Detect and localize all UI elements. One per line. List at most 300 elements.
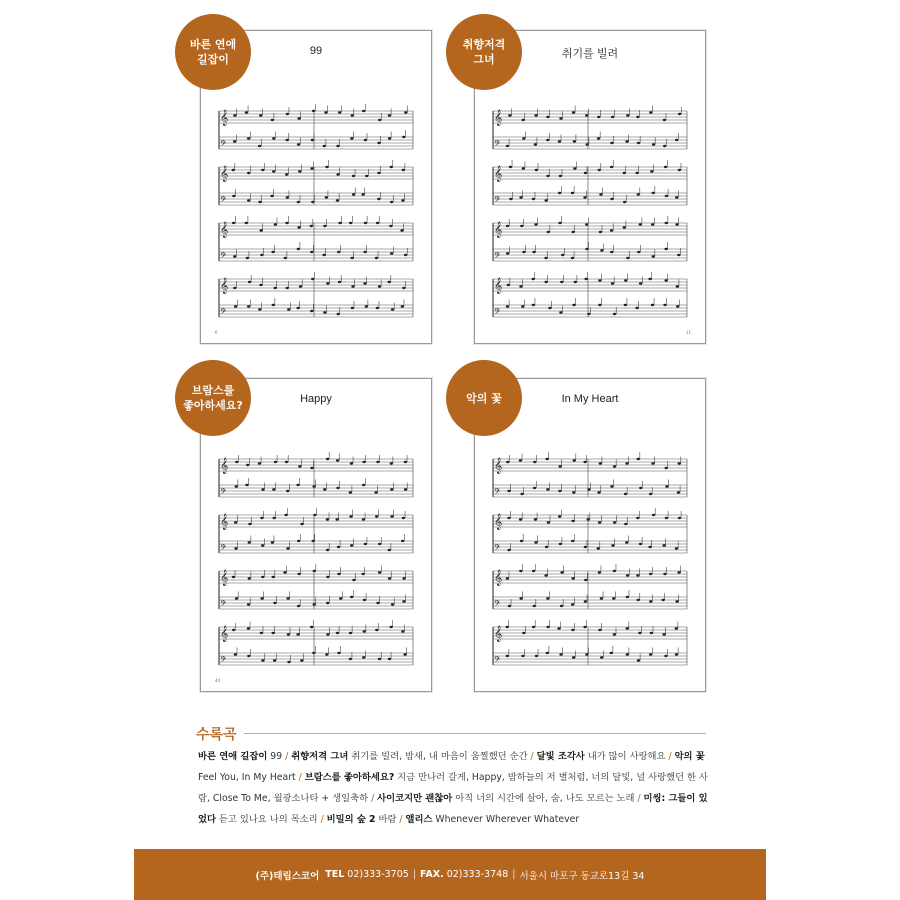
note-head: [273, 659, 276, 661]
note-head: [336, 632, 339, 634]
treble-clef-icon: 𝄞: [220, 514, 229, 530]
note-head: [571, 192, 574, 194]
note-head: [665, 222, 668, 224]
separator: /: [399, 814, 406, 825]
note-head: [547, 521, 550, 523]
note-head: [664, 248, 667, 250]
note-head: [283, 571, 286, 573]
note-head: [403, 653, 406, 655]
note-head: [390, 515, 393, 517]
note-head: [337, 573, 340, 575]
track-list: [198, 746, 708, 830]
page-number: 11: [685, 330, 691, 335]
note-head: [509, 166, 512, 168]
note-head: [597, 137, 600, 139]
note-head: [287, 661, 290, 663]
note-head: [636, 574, 639, 576]
note-head: [506, 225, 509, 227]
note-head: [310, 167, 313, 169]
note-head: [326, 602, 329, 604]
note-head: [322, 254, 325, 256]
note-head: [248, 577, 251, 579]
note-head: [323, 225, 326, 227]
note-head: [338, 111, 341, 113]
note-head: [652, 255, 655, 257]
note-head: [259, 284, 262, 286]
note-head: [624, 304, 627, 306]
note-head: [546, 116, 549, 118]
fax-number: 02)333-3748: [446, 869, 509, 880]
sheet-title: 99: [309, 45, 323, 57]
treble-clef-icon: 𝄞: [220, 166, 229, 182]
note-head: [507, 284, 510, 286]
note-head: [636, 517, 639, 519]
note-head: [274, 223, 277, 225]
note-head: [521, 655, 524, 657]
note-head: [273, 287, 276, 289]
note-head: [233, 114, 236, 116]
note-head: [337, 652, 340, 654]
note-head: [571, 520, 574, 522]
note-head: [261, 544, 264, 546]
note-head: [598, 169, 601, 171]
note-head: [377, 142, 380, 144]
separator: /: [298, 772, 305, 783]
note-head: [559, 543, 562, 545]
note-head: [388, 577, 391, 579]
note-head: [378, 658, 381, 660]
note-head: [272, 304, 275, 306]
note-head: [361, 573, 364, 575]
note-head: [362, 110, 365, 112]
note-head: [520, 540, 523, 542]
note-head: [297, 201, 300, 203]
note-head: [323, 311, 326, 313]
note-head: [636, 116, 639, 118]
note-head: [610, 251, 613, 253]
note-head: [310, 225, 313, 227]
note-head: [652, 192, 655, 194]
note-head: [312, 110, 315, 112]
note-head: [350, 544, 353, 546]
note-head: [610, 652, 613, 654]
note-head: [326, 633, 329, 635]
note-head: [663, 119, 666, 121]
note-head: [558, 465, 561, 467]
bass-clef-icon: 𝄢: [494, 308, 501, 319]
note-head: [365, 175, 368, 177]
show-name: 바른 연애 길잡이: [198, 751, 268, 762]
note-head: [534, 518, 537, 520]
note-head: [598, 629, 601, 631]
note-head: [390, 488, 393, 490]
note-head: [364, 222, 367, 224]
treble-clef-icon: 𝄞: [220, 222, 229, 238]
note-head: [247, 655, 250, 657]
note-head: [296, 633, 299, 635]
note-head: [639, 543, 642, 545]
note-head: [559, 175, 562, 177]
song-titles: 아직 너의 시간에 살아, 숨, 나도 모르는 노래: [452, 793, 638, 804]
note-head: [533, 487, 536, 489]
note-head: [390, 462, 393, 464]
sheet-title: Happy: [300, 393, 332, 405]
bass-clef-icon: 𝄢: [494, 656, 501, 667]
note-head: [401, 540, 404, 542]
note-head: [404, 461, 407, 463]
note-head: [285, 461, 288, 463]
note-head: [611, 544, 614, 546]
note-head: [311, 139, 314, 141]
show-name: 악의 꽃: [674, 751, 705, 762]
note-head: [350, 257, 353, 259]
note-head: [271, 119, 274, 121]
bass-clef-icon: 𝄢: [494, 252, 501, 263]
note-head: [662, 633, 665, 635]
note-head: [336, 199, 339, 201]
note-head: [544, 281, 547, 283]
treble-clef-icon: 𝄞: [494, 278, 503, 294]
note-head: [284, 257, 287, 259]
note-head: [599, 193, 602, 195]
note-head: [678, 113, 681, 115]
show-name: 앨리스: [405, 814, 433, 825]
note-head: [272, 488, 275, 490]
note-head: [561, 254, 564, 256]
note-head: [362, 484, 365, 486]
address: 서울시 마포구 동교로13길 34: [519, 870, 645, 882]
note-head: [546, 488, 549, 490]
note-head: [557, 627, 560, 629]
note-head: [571, 603, 574, 605]
company-name: (주)태림스코어: [255, 870, 320, 882]
note-head: [297, 540, 300, 542]
note-head: [260, 517, 263, 519]
note-head: [258, 462, 261, 464]
note-head: [571, 231, 574, 233]
note-head: [507, 517, 510, 519]
note-head: [234, 653, 237, 655]
note-head: [600, 656, 603, 658]
note-head: [247, 199, 250, 201]
note-head: [534, 541, 537, 543]
note-head: [613, 313, 616, 315]
note-head: [676, 305, 679, 307]
note-head: [272, 517, 275, 519]
note-head: [389, 626, 392, 628]
note-head: [364, 139, 367, 141]
section-heading: 수록곡: [196, 727, 237, 743]
note-head: [652, 514, 655, 516]
note-head: [548, 307, 551, 309]
note-head: [337, 313, 340, 315]
note-head: [623, 172, 626, 174]
note-head: [597, 491, 600, 493]
note-head: [610, 229, 613, 231]
show-badge-2: 취향저격 그녀: [446, 14, 522, 90]
note-head: [675, 547, 678, 549]
note-head: [388, 114, 391, 116]
note-head: [377, 172, 380, 174]
note-head: [339, 597, 342, 599]
note-head: [623, 226, 626, 228]
divider: |: [512, 869, 516, 880]
note-head: [509, 198, 512, 200]
note-head: [337, 546, 340, 548]
note-head: [285, 139, 288, 141]
note-head: [350, 137, 353, 139]
note-head: [401, 630, 404, 632]
note-head: [233, 140, 236, 142]
treble-clef-icon: 𝄞: [220, 278, 229, 294]
note-head: [338, 281, 341, 283]
bass-clef-icon: 𝄢: [494, 196, 501, 207]
note-head: [545, 546, 548, 548]
show-name: 브람스를 좋아하세요?: [304, 772, 395, 783]
note-head: [584, 546, 587, 548]
note-head: [626, 596, 629, 598]
note-head: [505, 626, 508, 628]
note-head: [350, 462, 353, 464]
note-head: [677, 571, 680, 573]
note-head: [534, 143, 537, 145]
note-head: [583, 196, 586, 198]
note-head: [350, 596, 353, 598]
note-head: [678, 517, 681, 519]
note-head: [258, 145, 261, 147]
note-head: [521, 119, 524, 121]
note-head: [299, 285, 302, 287]
note-head: [522, 632, 525, 634]
note-head: [532, 198, 535, 200]
bass-clef-icon: 𝄢: [220, 196, 227, 207]
tel-label: TEL: [325, 869, 345, 880]
note-head: [286, 547, 289, 549]
note-head: [663, 304, 666, 306]
note-head: [404, 111, 407, 113]
note-head: [678, 169, 681, 171]
note-head: [572, 304, 575, 306]
note-head: [534, 114, 537, 116]
note-head: [274, 461, 277, 463]
note-head: [261, 576, 264, 578]
note-head: [352, 579, 355, 581]
treble-clef-icon: 𝄞: [494, 570, 503, 586]
note-head: [235, 461, 238, 463]
note-head: [296, 484, 299, 486]
note-head: [649, 653, 652, 655]
note-head: [388, 658, 391, 660]
note-head: [546, 175, 549, 177]
note-head: [637, 251, 640, 253]
note-head: [597, 547, 600, 549]
note-head: [637, 193, 640, 195]
bass-clef-icon: 𝄢: [494, 488, 501, 499]
note-head: [310, 626, 313, 628]
fax-label: FAX.: [420, 869, 444, 880]
note-head: [363, 599, 366, 601]
note-head: [547, 231, 550, 233]
note-head: [245, 222, 248, 224]
note-head: [349, 491, 352, 493]
note-head: [610, 142, 613, 144]
footer-bar: [134, 849, 766, 900]
sheet-title: 취기를 빌려: [561, 48, 619, 60]
note-head: [271, 251, 274, 253]
note-head: [297, 573, 300, 575]
note-head: [651, 223, 654, 225]
note-head: [639, 282, 642, 284]
note-head: [402, 169, 405, 171]
note-head: [364, 543, 367, 545]
note-head: [573, 140, 576, 142]
show-name: 사이코지만 괜찮아: [377, 793, 453, 804]
divider: |: [412, 869, 417, 880]
note-head: [232, 222, 235, 224]
note-head: [390, 252, 393, 254]
note-head: [375, 515, 378, 517]
note-head: [533, 605, 536, 607]
note-head: [652, 143, 655, 145]
note-head: [326, 518, 329, 520]
note-head: [248, 281, 251, 283]
note-head: [233, 255, 236, 257]
note-head: [545, 458, 548, 460]
separator: /: [637, 793, 644, 804]
note-head: [272, 170, 275, 172]
bass-clef-icon: 𝄢: [220, 656, 227, 667]
note-head: [375, 629, 378, 631]
note-head: [519, 597, 522, 599]
note-head: [285, 287, 288, 289]
note-head: [613, 465, 616, 467]
note-head: [600, 597, 603, 599]
note-head: [272, 137, 275, 139]
treble-clef-icon: 𝄞: [494, 626, 503, 642]
note-head: [546, 139, 549, 141]
note-head: [599, 231, 602, 233]
note-head: [651, 462, 654, 464]
note-head: [285, 222, 288, 224]
note-head: [362, 461, 365, 463]
separator: /: [530, 751, 537, 762]
note-head: [546, 626, 549, 628]
separator: /: [668, 751, 675, 762]
page-number: 44: [215, 678, 221, 683]
note-head: [313, 514, 316, 516]
note-head: [638, 632, 641, 634]
music-staves: [201, 91, 431, 331]
note-head: [234, 521, 237, 523]
note-head: [286, 196, 289, 198]
treble-clef-icon: 𝄞: [220, 570, 229, 586]
note-head: [626, 257, 629, 259]
note-head: [663, 573, 666, 575]
note-head: [675, 196, 678, 198]
note-head: [635, 172, 638, 174]
note-head: [598, 304, 601, 306]
note-head: [534, 223, 537, 225]
note-head: [613, 570, 616, 572]
note-head: [378, 543, 381, 545]
note-head: [261, 659, 264, 661]
note-head: [506, 145, 509, 147]
note-head: [637, 458, 640, 460]
note-head: [664, 279, 667, 281]
note-head: [326, 458, 329, 460]
note-head: [650, 170, 653, 172]
note-head: [310, 310, 313, 312]
note-head: [610, 166, 613, 168]
song-titles: 바람: [375, 814, 400, 825]
note-head: [261, 169, 264, 171]
note-head: [535, 169, 538, 171]
note-head: [584, 172, 587, 174]
note-head: [507, 490, 510, 492]
note-head: [363, 282, 366, 284]
note-head: [639, 487, 642, 489]
note-head: [560, 571, 563, 573]
note-head: [506, 252, 509, 254]
note-head: [231, 169, 234, 171]
treble-clef-icon: 𝄞: [220, 626, 229, 642]
note-head: [613, 521, 616, 523]
separator: /: [320, 814, 327, 825]
song-titles: 99: [267, 751, 286, 762]
note-head: [675, 223, 678, 225]
note-head: [336, 145, 339, 147]
note-head: [625, 462, 628, 464]
note-head: [613, 633, 616, 635]
note-head: [325, 166, 328, 168]
note-head: [624, 493, 627, 495]
note-head: [649, 600, 652, 602]
note-head: [285, 173, 288, 175]
note-head: [520, 225, 523, 227]
note-head: [349, 632, 352, 634]
note-head: [651, 304, 654, 306]
note-head: [362, 518, 365, 520]
note-head: [378, 285, 381, 287]
note-head: [519, 459, 522, 461]
treble-clef-icon: 𝄞: [220, 110, 229, 126]
note-head: [336, 487, 339, 489]
note-head: [572, 656, 575, 658]
note-head: [624, 523, 627, 525]
note-head: [522, 137, 525, 139]
note-head: [286, 113, 289, 115]
note-head: [519, 570, 522, 572]
note-head: [584, 600, 587, 602]
note-head: [284, 514, 287, 516]
note-head: [665, 467, 668, 469]
note-head: [532, 251, 535, 253]
music-staves: [475, 439, 705, 679]
note-head: [610, 485, 613, 487]
note-head: [234, 547, 237, 549]
note-head: [374, 491, 377, 493]
note-head: [287, 308, 290, 310]
note-head: [349, 222, 352, 224]
note-head: [388, 137, 391, 139]
note-head: [573, 459, 576, 461]
bass-clef-icon: 𝄢: [494, 544, 501, 555]
treble-clef-icon: 𝄞: [494, 110, 503, 126]
note-head: [546, 597, 549, 599]
note-head: [664, 166, 667, 168]
note-head: [351, 114, 354, 116]
note-head: [650, 632, 653, 634]
